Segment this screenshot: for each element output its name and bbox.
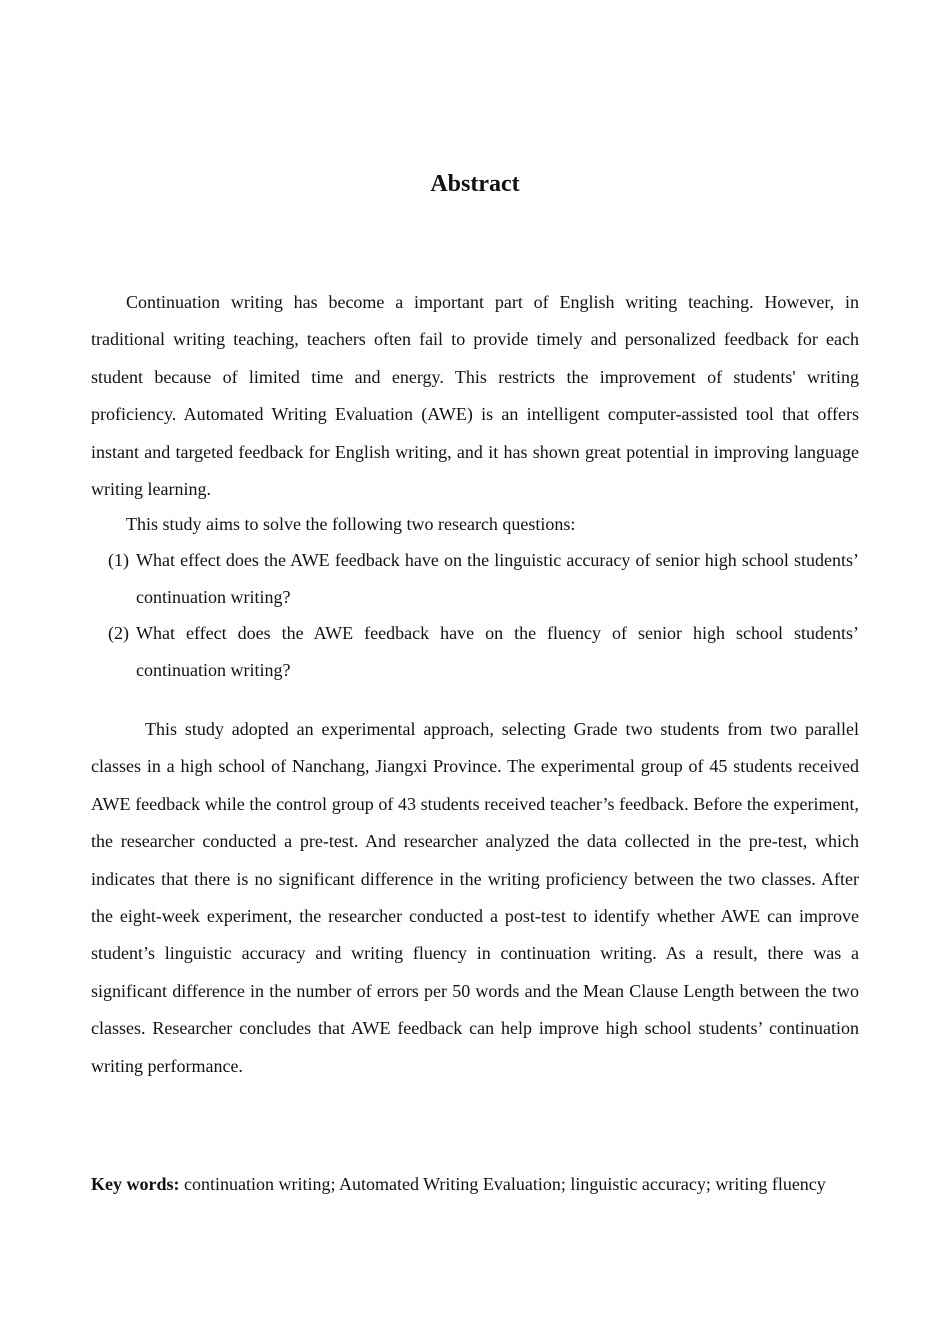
question-marker-2: (2)	[108, 623, 129, 643]
abstract-paragraph-method: This study adopted an experimental approach, selecting Grade two students from two parallel classes in a high school of Nanchang, Jiangxi Province. The experimental group of 45 students received AWE feedback while the control group of 43 students received teacher’s feedback. Before the experiment, the researcher conducted a pre-test. And researcher analyzed the data collected in the pre-test, which indicates that there is no significant difference in the writing proficiency between the two classes. After the eight-week experiment, the researcher conducted a post-test to identify whether AWE can improve student’s linguistic accuracy and writing fluency in continuation writing. As a result, there was a significant difference in the number of errors per 50 words and the Mean Clause Length between the two classes. Researcher concludes that AWE feedback can help improve high school students’ continuation writing performance.	[91, 719, 859, 1076]
research-question-list-2	[108, 615, 859, 689]
research-question-list-1	[108, 542, 859, 616]
question-marker-1: (1)	[108, 550, 129, 570]
research-question-1	[108, 542, 859, 616]
abstract-paragraph-aims: This study aims to solve the following two research questions:	[126, 514, 576, 534]
question-text-2: What effect does the AWE feedback have on the fluency of senior high school students’ continuation writing?	[136, 623, 859, 680]
research-question-2	[108, 615, 859, 689]
abstract-paragraph-intro: Continuation writing has become a important part of English writing teaching. However, in traditional writing teaching, teachers often fail to provide timely and personalized feedback for each student because of limited time and energy. This restricts the improvement of students' writing proficiency. Automated Writing Evaluation (AWE) is an intelligent computer-assisted tool that offers instant and targeted feedback for English writing, and it has shown great potential in improving language writing learning.	[91, 292, 859, 500]
keywords-text: continuation writing; Automated Writing Evaluation; linguistic accuracy; writing fluency	[184, 1174, 826, 1194]
keywords-line	[91, 1166, 859, 1203]
question-text-1: What effect does the AWE feedback have on the linguistic accuracy of senior high school students’ continuation writing?	[136, 550, 859, 607]
abstract-title: Abstract	[430, 171, 520, 197]
keywords-label: Key words:	[91, 1174, 180, 1194]
